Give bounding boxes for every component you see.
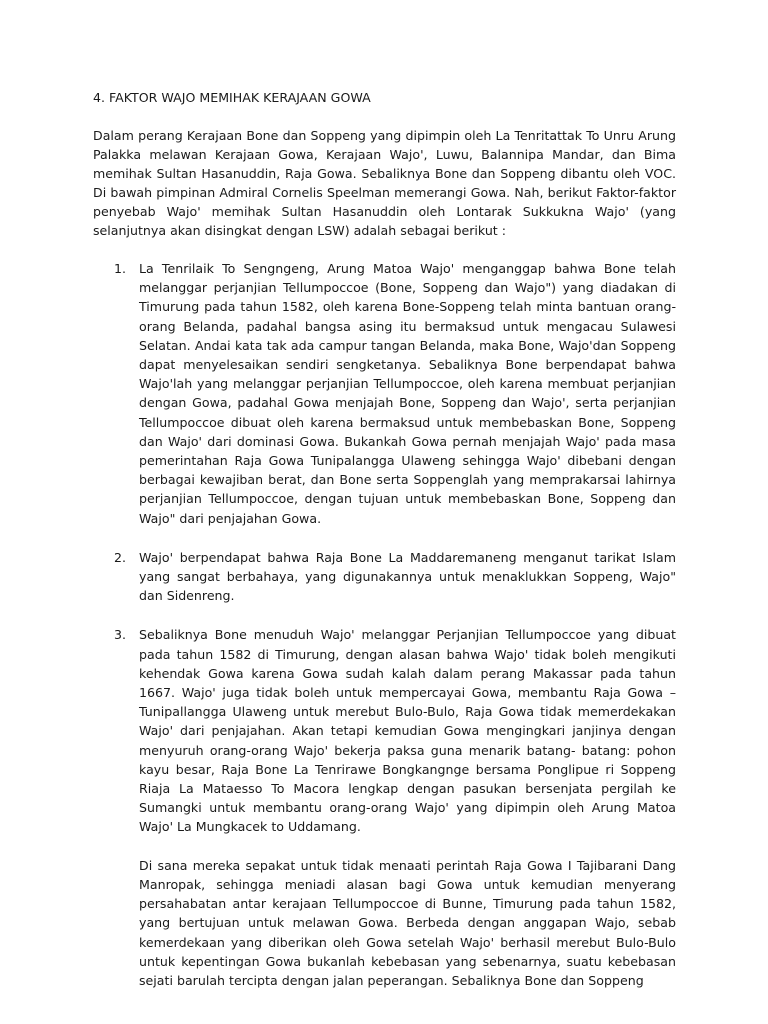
list-item-text: Wajo' berpendapat bahwa Raja Bone La Maddaremaneng menganut tarikat Islam yang sangat berbahaya, yang digunakannya untuk menaklukkan Soppeng, Wajo" dan Sidenreng. [139, 549, 676, 604]
list-item-number: 2. [114, 549, 127, 565]
list-item [93, 625, 676, 990]
section-heading: 4. FAKTOR WAJO MEMIHAK KERAJAAN GOWA [93, 90, 371, 105]
list-item [93, 548, 676, 606]
list-item-continuation: Di sana mereka sepakat untuk tidak menaati perintah Raja Gowa I Tajibarani Dang Manropak, sehingga meniadi alasan bagi Gowa untuk kemudian menyerang persahabatan antar kerajaan Tellumpoccoe di Bunne, Timurung pada tahun 1582, yang bertujuan untuk melawan Gowa. Berbeda dengan anggapan Wajo, sebab kemerdekaan yang diberikan oleh Gowa setelah Wajo' berhasil merebut Bulo-Bulo untuk kepentingan Gowa bukanlah kebebasan yang sebenarnya, suatu kebebasan sejati barulah tercipta dengan jalan peperangan. Sebaliknya Bone dan Soppeng [139, 857, 676, 988]
list-item [93, 259, 676, 528]
list-item-text: La Tenrilaik To Sengngeng, Arung Matoa Wajo' menganggap bahwa Bone telah melanggar perjanjian Tellumpoccoe (Bone, Soppeng dan Wajo") yang diadakan di Timurung pada tahun 1582, oleh karena Bone-Soppeng telah minta bantuan orang-orang Belanda, padahal bangsa asing itu bermaksud untuk mengacau Sulawesi Selatan. Andai kata tak ada campur tangan Belanda, maka Bone, Wajo'dan Soppeng dapat menyelesaikan sendiri sengketanya. Sebaliknya Bone berpendapat bahwa Wajo'lah yang melanggar perjanjian Tellumpoccoe, oleh karena membuat perjanjian dengan Gowa, padahal Gowa menjajah Bone, Soppeng dan Wajo', serta perjanjian Tellumpoccoe dibuat oleh karena bermaksud untuk membebaskan Bone, Soppeng dan Wajo' dari dominasi Gowa. Bukankah Gowa pernah menjajah Wajo' pada masa pemerintahan Raja Gowa Tunipalangga Ulaweng sehingga Wajo' dibebani dengan berbagai kewajiban berat, dan Bone serta Soppenglah yang memprakarsai lahirnya perjanjian Tellumpoccoe, dengan tujuan untuk membebaskan Bone, Soppeng dan Wajo" dari penjajahan Gowa. [139, 261, 676, 526]
list-item-number: 1. [114, 261, 127, 276]
factor-list [93, 259, 676, 990]
intro-paragraph: Dalam perang Kerajaan Bone dan Soppeng yang dipimpin oleh La Tenritattak To Unru Arung Palakka melawan Kerajaan Gowa, Kerajaan Wajo', Luwu, Balannipa Mandar, dan Bima memihak Sultan Hasanuddin, Raja Gowa. Sebaliknya Bone dan Soppeng dibantu oleh VOC. Di bawah pimpinan Admiral Cornelis Speelman memerangi Gowa. Nah, berikut Faktor-faktor penyebab Wajo' memihak Sultan Hasanuddin oleh Lontarak Sukkukna Wajo' (yang selanjutnya akan disingkat dengan LSW) adalah sebagai berikut : [93, 128, 676, 238]
list-item-number: 3. [114, 627, 127, 643]
list-item-text: Sebaliknya Bone menuduh Wajo' melanggar Perjanjian Tellumpoccoe yang dibuat pada tahun 1582 di Timurung, dengan alasan bahwa Wajo' tidak boleh mengikuti kehendak Gowa karena Gowa sudah kalah dalam perang Makassar pada tahun 1667. Wajo' juga tidak boleh untuk mempercayai Gowa, membantu Raja Gowa – Tunipallangga Ulaweng untuk merebut Bulo-Bulo, Raja Gowa tidak memerdekakan Wajo' dari penjajahan. Akan tetapi kemudian Gowa mengingkari janjinya dengan menyuruh orang-orang Wajo' bekerja paksa guna menarik batang- batang: pohon kayu besar, Raja Bone La Tenrirawe Bongkangnge bersama Ponglipue ri Soppeng Riaja La Mataesso To Macora lengkap dengan pasukan bersenjata pergilah ke Sumangki untuk membantu orang-orang Wajo' yang dipimpin oleh Arung Matoa Wajo' La Mungkacek to Uddamang. [139, 627, 676, 835]
